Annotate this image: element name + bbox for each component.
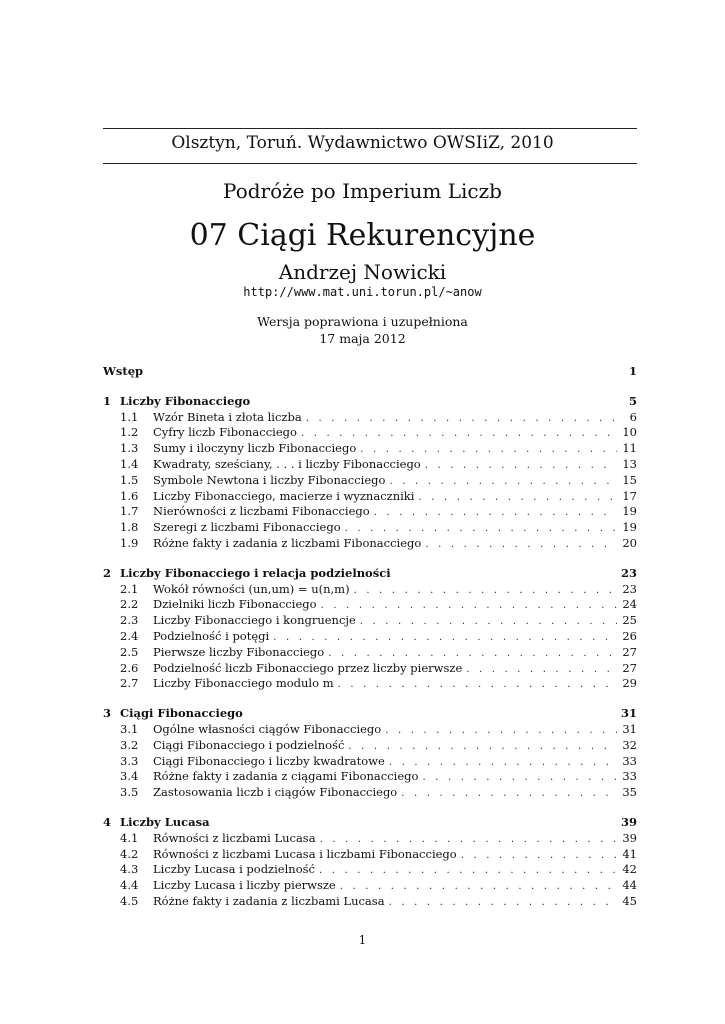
toc-section[interactable] [103,410,637,426]
toc-section-number: 1.8 [120,520,139,535]
toc-section-page: 11 [622,441,637,456]
toc-section-label: Sumy i iloczyny liczb Fibonacciego [153,441,357,456]
toc-section-page: 41 [622,846,637,861]
series-title: Podróże po Imperium Liczb [223,179,502,203]
toc-section-label: Liczby Lucasa i podzielność [153,862,315,877]
toc-section-number: 3.5 [120,785,139,800]
toc-leader-dots [414,490,617,506]
toc-section-label: Równości z liczbami Lucasa [153,830,316,845]
toc-section-label: Wzór Bineta i złota liczba [153,409,302,424]
toc-section-label: Pierwsze liczby Fibonacciego [153,644,325,659]
toc-section-page: 33 [622,769,637,784]
toc-section-page: 45 [622,893,637,908]
author-name: Andrzej Nowicki [278,260,447,284]
toc-section-number: 1.3 [120,441,139,456]
toc-section[interactable] [103,520,637,536]
toc-section-number: 2.2 [120,597,139,612]
toc-section[interactable] [103,754,637,770]
toc-section-page: 20 [622,535,637,550]
toc-section-label: Ogólne własności ciągów Fibonacciego [153,721,382,736]
toc-leader-dots [457,848,617,864]
toc-leader-dots [350,583,617,599]
toc-section[interactable] [103,457,637,473]
toc-intro-page: 1 [628,364,637,378]
toc-chapter[interactable] [103,566,637,582]
toc-section-label: Symbole Newtona i liczby Fibonacciego [153,472,386,487]
toc-section-page: 15 [622,472,637,487]
toc-section[interactable] [103,831,637,847]
version-info [0,313,725,347]
toc-section-number: 2.3 [120,613,139,628]
toc-leader-dots [302,411,617,427]
toc-leader-dots [317,598,617,614]
toc-section[interactable] [103,441,637,457]
toc-leader-dots [316,832,617,848]
toc-section-label: Podzielność i potęgi [153,628,270,643]
toc-section-page: 6 [629,409,637,424]
version-date: 17 maja 2012 [319,331,406,346]
toc-section[interactable] [103,597,637,613]
toc-leader-dots [356,442,617,458]
toc-section-label: Wokół równości (un,um) = u(n,m) [153,581,350,596]
toc-leader-dots [269,630,617,646]
toc-section[interactable] [103,738,637,754]
toc-leader-dots [334,677,617,693]
toc-leader-dots [421,458,617,474]
toc-section-label: Liczby Fibonacciego, macierze i wyznaczniki [153,488,415,503]
toc-chapter-page: 23 [620,565,637,580]
toc-section-label: Kwadraty, sześciany, . . . i liczby Fibonacciego [153,456,421,471]
toc-section[interactable] [103,645,637,661]
toc-section-label: Nierówności z liczbami Fibonacciego [153,504,370,519]
toc-section-label: Ciągi Fibonacciego i podzielność [153,737,345,752]
toc-chapter-page: 39 [620,814,637,829]
toc-section-page: 24 [622,597,637,612]
toc-section-number: 2.5 [120,644,139,659]
publisher-line: Olsztyn, Toruń. Wydawnictwo OWSIiZ, 2010 [171,133,554,153]
toc-section-page: 25 [622,613,637,628]
toc-leader-dots [397,786,617,802]
toc-section-page: 44 [622,878,637,893]
toc-section-number: 1.2 [120,425,139,440]
toc-section[interactable] [103,473,637,489]
toc-section-label: Zastosowania liczb i ciągów Fibonacciego [153,785,398,800]
toc-leader-dots [418,770,617,786]
toc-section-page: 19 [622,504,637,519]
toc-leader-dots [370,505,617,521]
toc-intro-label: Wstęp [103,364,144,378]
toc-section-label: Liczby Lucasa i liczby pierwsze [153,878,336,893]
toc-section[interactable] [103,536,637,552]
table-of-contents [103,364,637,910]
toc-section[interactable] [103,425,637,441]
toc-section-page: 32 [622,737,637,752]
toc-leader-dots [462,662,617,678]
toc-section-label: Liczby Fibonacciego i kongruencje [153,613,356,628]
toc-chapter-number: 1 [103,393,112,408]
toc-leader-dots [344,739,617,755]
toc-section[interactable] [103,582,637,598]
toc-section-number: 2.1 [120,581,139,596]
toc-section-number: 2.7 [120,676,139,691]
version-line: Wersja poprawiona i uzupełniona [257,314,468,329]
toc-section-label: Dzielniki liczb Fibonacciego [153,597,317,612]
toc-leader-dots [341,521,617,537]
toc-leader-dots [385,474,617,490]
bottom-rule [103,163,637,164]
toc-section-page: 35 [622,785,637,800]
toc-section-label: Równości z liczbami Lucasa i liczbami Fibonacciego [153,846,457,861]
toc-section-number: 4.1 [120,830,139,845]
toc-chapter-number: 4 [103,814,112,829]
toc-section[interactable] [103,862,637,878]
toc-leader-dots [315,863,617,879]
toc-leader-dots [385,755,617,771]
top-rule [103,128,637,129]
toc-section-number: 4.5 [120,893,139,908]
toc-chapter[interactable] [103,815,637,831]
toc-chapter-number: 2 [103,565,112,580]
toc-section-page: 29 [622,676,637,691]
toc-section-label: Różne fakty i zadania z ciągami Fibonacciego [153,769,419,784]
toc-section-label: Cyfry liczb Fibonacciego [153,425,297,440]
toc-section-number: 3.4 [120,769,139,784]
toc-section[interactable] [103,504,637,520]
toc-section-number: 3.2 [120,737,139,752]
toc-section-number: 4.2 [120,846,139,861]
toc-section-page: 17 [622,488,637,503]
toc-section-number: 1.1 [120,409,139,424]
toc-chapter-number: 3 [103,706,112,721]
toc-leader-dots [385,895,617,911]
page-number: 1 [358,933,367,947]
toc-chapters [103,394,637,910]
toc-chapter[interactable] [103,394,637,410]
toc-section-number: 4.3 [120,862,139,877]
toc-section[interactable] [103,489,637,505]
toc-chapter-page: 5 [628,393,637,408]
toc-section[interactable] [103,847,637,863]
toc-chapter-page: 31 [620,706,637,721]
toc-chapter-label: Liczby Fibonacciego [120,393,251,408]
toc-section-label: Liczby Fibonacciego modulo m [153,676,334,691]
toc-section-number: 3.1 [120,721,139,736]
toc-section[interactable] [103,613,637,629]
toc-chapter-label: Ciągi Fibonacciego [120,706,243,721]
toc-section-page: 19 [622,520,637,535]
toc-section[interactable] [103,629,637,645]
toc-section[interactable] [103,878,637,894]
toc-section[interactable] [103,661,637,677]
toc-section-page: 23 [622,581,637,596]
toc-section[interactable] [103,722,637,738]
toc-section-number: 1.5 [120,472,139,487]
toc-leader-dots [421,537,617,553]
toc-section-page: 27 [622,644,637,659]
toc-intro[interactable] [103,364,637,380]
toc-section[interactable] [103,769,637,785]
toc-section-number: 1.4 [120,456,139,471]
author-url-link[interactable]: http://www.mat.uni.torun.pl/~anow [243,285,482,299]
toc-section-label: Szeregi z liczbami Fibonacciego [153,520,341,535]
toc-section-page: 27 [622,660,637,675]
toc-section-number: 2.6 [120,660,139,675]
toc-chapter-label: Liczby Fibonacciego i relacja podzielności [120,565,391,580]
toc-section-number: 1.9 [120,535,139,550]
toc-section-number: 2.4 [120,628,139,643]
toc-section-page: 39 [622,830,637,845]
toc-leader-dots [381,723,617,739]
toc-section-page: 31 [622,721,637,736]
toc-chapter-label: Liczby Lucasa [120,814,210,829]
document-title: 07 Ciągi Rekurencyjne [189,218,536,253]
toc-leader-dots [356,614,617,630]
toc-section-page: 10 [622,425,637,440]
toc-section-page: 26 [622,628,637,643]
toc-section-label: Różne fakty i zadania z liczbami Fibonacciego [153,535,422,550]
toc-section-page: 13 [622,456,637,471]
toc-section[interactable] [103,894,637,910]
toc-section[interactable] [103,785,637,801]
toc-section-number: 1.7 [120,504,139,519]
toc-section-page: 33 [622,753,637,768]
toc-section-number: 4.4 [120,878,139,893]
toc-section-label: Podzielność liczb Fibonacciego przez liczby pierwsze [153,660,463,675]
toc-leader-dots [336,879,617,895]
toc-section-label: Różne fakty i zadania z liczbami Lucasa [153,893,385,908]
toc-leader-dots [324,646,617,662]
toc-section[interactable] [103,676,637,692]
toc-leader-dots [297,426,617,442]
toc-section-label: Ciągi Fibonacciego i liczby kwadratowe [153,753,385,768]
toc-section-number: 1.6 [120,488,139,503]
toc-chapter[interactable] [103,706,637,722]
toc-section-number: 3.3 [120,753,139,768]
toc-section-page: 42 [622,862,637,877]
